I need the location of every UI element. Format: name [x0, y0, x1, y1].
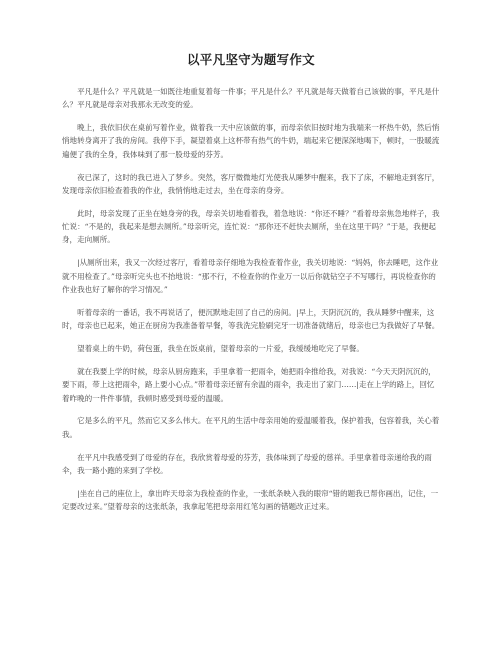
paragraph: 晚上，我依旧伏在桌前写着作业，做着我一天中应该做的事，而母亲依旧按时地为我端来一杯热牛奶，然后悄悄地转身离开了我的房间。我停下手，凝望着桌上这杯带有热气的牛奶，端起来它便深深地喝下，顿时，一股暖流遍便了我的全身，我体味到了那一股母爱的芬芳。: [62, 123, 440, 159]
paragraph: 听着母亲的一番话，我不再说话了，便沉默地走回了自己的房间。|早上，天阴沉沉的，我从睡梦中醒来，这时，母亲也已起来，她正在厨房为我准备着早餐，等我洗完脸刷完牙一切准备就绪后，母亲也已为我做好了早餐。: [62, 307, 440, 331]
paragraph: |坐在自己的座位上，拿出昨天母亲为我检查的作业，一张纸条映入我的眼帘“错的题我已帮你画出，记住，一定要改过来。”望着母亲的这张纸条，我拿起笔把母亲用红笔勾画的错题改正过来。: [62, 488, 439, 512]
document-title: 以平凡坚守为题写作文: [186, 52, 315, 67]
paragraph: 夜已深了，这时的我已进入了梦乡。突然，客厅微微地灯光使我从睡梦中醒来，我下了床，不解地走到客厅，发现母亲依旧检查着我的作业，我悄悄地走过去，坐在母亲的身旁。: [62, 172, 440, 195]
paragraph: 平凡是什么？平凡就是一如既往地重复着每一件事；平凡是什么？平凡就是每天做着自己该做的事，平凡是什么？平凡就是母亲对我那永无改变的爱。: [62, 87, 440, 110]
paragraph: 在平凡中我感受到了母爱的存在，我欣赏着母爱的芬芳，我体味到了母爱的慈祥。手里拿着母亲递给我的雨伞，我一路小跑的来到了学校。: [62, 452, 432, 475]
paragraph: |从厕所出来，我又一次经过客厅，看着母亲仔细地为我检查着作业，我关切地说：“妈妈，你去睡吧，这作业就不用检查了。”母亲听完头也不抬地说：“那不行，不检查你的作业万一以后你就钻空子不写哪行，再说检查你的作业我也好了解你的学习情况。”: [62, 258, 439, 294]
paragraph: 就在我要上学的时候，母亲从厨房跑来，手里拿着一把雨伞，她把雨伞推给我，对我说：“今天天阴沉沉的，要下雨，带上这把雨伞，路上要小心点。”带着母亲还留有余温的雨伞，我走出了家门……|走在上学的路上，回忆着昨晚的一件件事情，我顿时感受到母爱的温暖。: [62, 366, 436, 403]
paragraph: 望着桌上的牛奶，荷包蛋，我坐在饭桌前，望着母亲的一片爱，我缓缓地吃完了早餐。: [77, 344, 364, 354]
paragraph: 它是多么的平凡，然而它又多么伟大。在平凡的生活中母亲用她的爱温暖着我，保护着我，包容着我，关心着我。: [62, 416, 440, 439]
paragraph: 此时，母亲发现了正坐在她身旁的我，母亲关切地看着我，着急地说：“你还不睡？”看着母亲焦急地样子，我忙说：“不是的，我起来是想去厕所。”母亲听完，连忙说：“那你还不赶快去厕所，坐在这里干吗？”于是，我便起身，走向厕所。: [62, 208, 440, 245]
